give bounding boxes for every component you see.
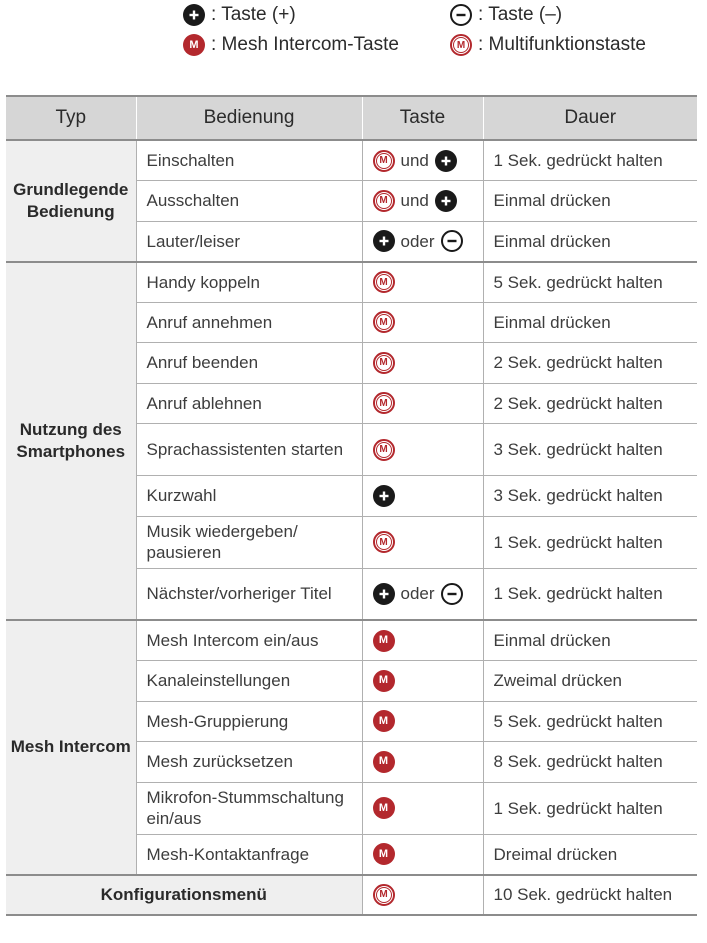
mesh-intercom-button-icon: M	[373, 630, 395, 652]
plus-button-icon	[373, 485, 395, 507]
button-cell	[362, 181, 483, 222]
legend-minus-label: : Taste (–)	[478, 4, 563, 25]
duration-cell: Einmal drücken	[483, 620, 697, 661]
legend-mesh-label: : Mesh Intercom-Taste	[211, 34, 399, 55]
button-cell	[362, 302, 483, 343]
operation-cell: Mesh Intercom ein/aus	[136, 620, 362, 661]
category-cell: Mesh Intercom	[6, 620, 136, 875]
button-cell	[362, 834, 483, 875]
duration-cell: 2 Sek. gedrückt halten	[483, 343, 697, 384]
plus-button-icon	[183, 4, 205, 26]
table-row	[6, 620, 697, 661]
button-combination	[373, 583, 473, 605]
legend-multi	[450, 34, 646, 56]
duration-cell: Einmal drücken	[483, 221, 697, 262]
button-combination	[373, 271, 473, 293]
connector-and: und	[400, 151, 429, 170]
duration-cell: Zweimal drücken	[483, 661, 697, 702]
button-combination	[373, 392, 473, 414]
operation-cell: Anruf beenden	[136, 343, 362, 384]
table-row	[6, 262, 697, 303]
operation-cell: Einschalten	[136, 140, 362, 181]
button-cell	[362, 476, 483, 517]
table-row	[6, 140, 697, 181]
operation-cell: Nächster/vorheriger Titel	[136, 568, 362, 620]
button-combination	[373, 485, 473, 507]
multifunction-button-icon: M	[373, 271, 395, 293]
button-combination	[373, 797, 473, 819]
connector-or: oder	[400, 231, 435, 251]
button-cell	[362, 661, 483, 702]
mesh-intercom-button-icon: M	[373, 751, 395, 773]
minus-button-icon	[441, 230, 463, 252]
button-cell	[362, 568, 483, 620]
minus-button-icon	[450, 4, 472, 26]
duration-cell: 2 Sek. gedrückt halten	[483, 383, 697, 424]
multifunction-button-icon: M	[373, 531, 395, 553]
button-cell	[362, 701, 483, 742]
duration-cell: 10 Sek. gedrückt halten	[483, 875, 697, 916]
controls-table	[6, 95, 697, 916]
multifunction-button-icon: M	[373, 190, 395, 212]
button-legend	[0, 0, 707, 70]
legend-plus	[183, 4, 296, 26]
connector-or: oder	[400, 584, 435, 604]
mesh-intercom-button-icon: M	[373, 710, 395, 732]
operation-cell: Sprachassistenten starten	[136, 424, 362, 476]
multifunction-button-icon: M	[373, 311, 395, 333]
button-combination	[373, 751, 473, 773]
button-combination	[373, 352, 473, 374]
duration-cell: Einmal drücken	[483, 302, 697, 343]
header-button: Taste	[362, 96, 483, 140]
operation-cell: Anruf ablehnen	[136, 383, 362, 424]
mesh-intercom-button-icon: M	[183, 34, 205, 56]
legend-minus	[450, 4, 562, 26]
operation-cell: Ausschalten	[136, 181, 362, 222]
connector-and: und	[400, 191, 429, 211]
button-cell	[362, 343, 483, 384]
multifunction-button-icon: M	[373, 439, 395, 461]
button-combination	[373, 190, 473, 212]
plus-button-icon	[373, 230, 395, 252]
button-cell	[362, 262, 483, 303]
button-combination	[373, 230, 473, 252]
button-cell	[362, 620, 483, 661]
operation-cell: Lauter/leiser	[136, 221, 362, 262]
button-combination	[373, 439, 473, 461]
duration-cell: Einmal drücken	[483, 181, 697, 222]
operation-cell: Mikrofon-Stummschaltung ein/aus	[136, 782, 362, 834]
plus-button-icon	[373, 583, 395, 605]
duration-cell: 1 Sek. gedrückt halten	[483, 516, 697, 568]
table-body	[6, 140, 697, 915]
config-row	[6, 875, 697, 916]
button-cell	[362, 424, 483, 476]
operation-cell: Kurzwahl	[136, 476, 362, 517]
duration-cell: 5 Sek. gedrückt halten	[483, 701, 697, 742]
button-cell	[362, 140, 483, 181]
mesh-intercom-button-icon: M	[373, 797, 395, 819]
config-menu-cell: Konfigurationsmenü	[6, 875, 362, 916]
multifunction-button-icon: M	[373, 150, 395, 172]
mesh-intercom-button-icon: M	[373, 843, 395, 865]
multifunction-button-icon: M	[373, 884, 395, 906]
button-cell	[362, 516, 483, 568]
table-header-row	[6, 96, 697, 140]
mesh-intercom-button-icon: M	[373, 670, 395, 692]
duration-cell: 5 Sek. gedrückt halten	[483, 262, 697, 303]
operation-cell: Anruf annehmen	[136, 302, 362, 343]
header-duration: Dauer	[483, 96, 697, 140]
duration-cell: Dreimal drücken	[483, 834, 697, 875]
minus-button-icon	[441, 583, 463, 605]
duration-cell: 8 Sek. gedrückt halten	[483, 742, 697, 783]
button-combination	[373, 311, 473, 333]
button-combination	[373, 884, 473, 906]
operation-cell: Musik wiedergeben/ pausieren	[136, 516, 362, 568]
duration-cell: 1 Sek. gedrückt halten	[483, 568, 697, 620]
operation-cell: Handy koppeln	[136, 262, 362, 303]
category-cell: Nutzung des Smartphones	[6, 262, 136, 621]
multifunction-button-icon: M	[373, 392, 395, 414]
operation-cell: Mesh-Kontaktanfrage	[136, 834, 362, 875]
legend-multi-label: : Multifunktionstaste	[478, 34, 646, 55]
category-cell: Grundlegende Bedienung	[6, 140, 136, 262]
operation-cell: Mesh-Gruppierung	[136, 701, 362, 742]
header-type: Typ	[6, 96, 136, 140]
multifunction-button-icon: M	[373, 352, 395, 374]
button-cell	[362, 221, 483, 262]
button-combination	[373, 531, 473, 553]
duration-cell: 1 Sek. gedrückt halten	[483, 140, 697, 181]
legend-plus-label: : Taste (+)	[211, 4, 296, 25]
plus-button-icon	[435, 150, 457, 172]
header-operation: Bedienung	[136, 96, 362, 140]
duration-cell: 3 Sek. gedrückt halten	[483, 476, 697, 517]
button-combination	[373, 843, 473, 865]
plus-button-icon	[435, 190, 457, 212]
button-cell	[362, 383, 483, 424]
multifunction-button-icon: M	[450, 34, 472, 56]
duration-cell: 3 Sek. gedrückt halten	[483, 424, 697, 476]
button-cell	[362, 742, 483, 783]
button-cell	[362, 782, 483, 834]
button-combination	[373, 670, 473, 692]
duration-cell: 1 Sek. gedrückt halten	[483, 782, 697, 834]
button-combination	[373, 710, 473, 732]
operation-cell: Kanaleinstellungen	[136, 661, 362, 702]
legend-mesh	[183, 34, 399, 56]
operation-cell: Mesh zurücksetzen	[136, 742, 362, 783]
button-combination	[373, 630, 473, 652]
button-cell	[362, 875, 483, 916]
button-combination	[373, 150, 473, 172]
